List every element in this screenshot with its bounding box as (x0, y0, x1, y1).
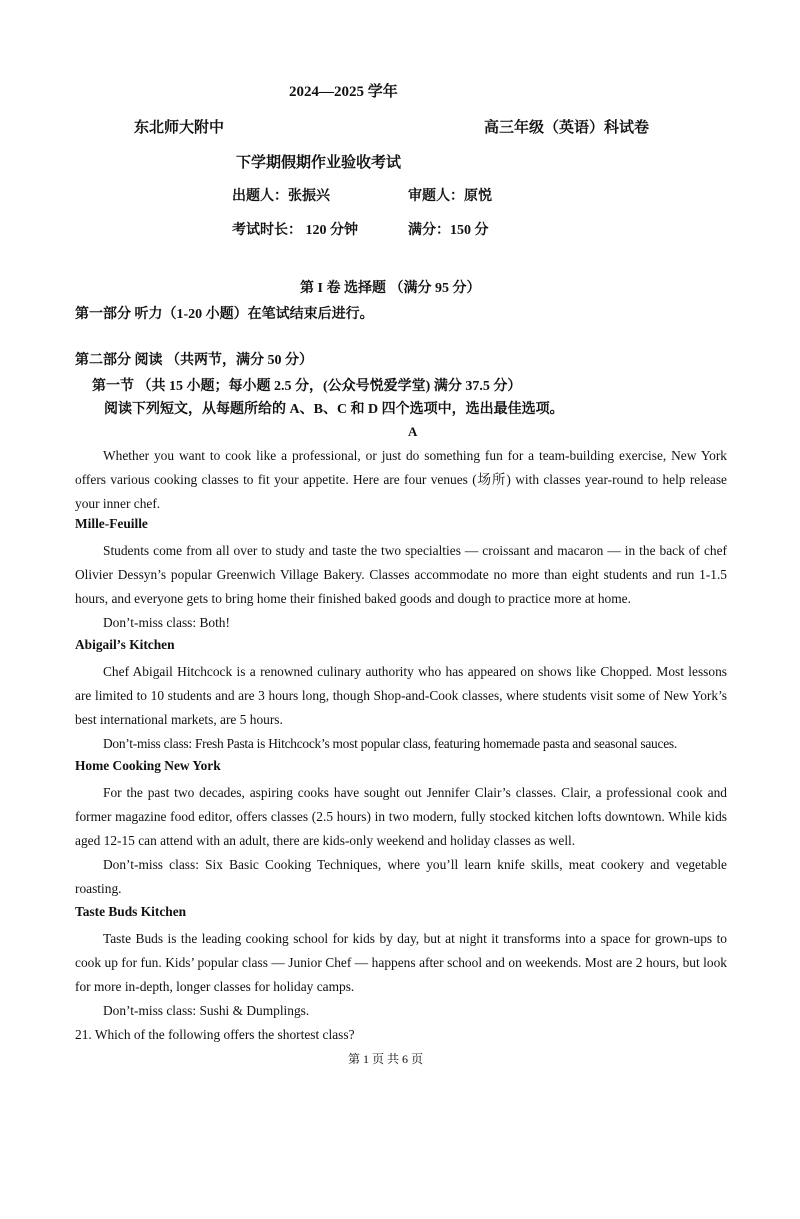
venue-dont-miss: Don’t-miss class: Six Basic Cooking Techniques, where you’ll learn knife skills, meat cookery and vegetable roasting. (75, 857, 727, 896)
venue-description: For the past two decades, aspiring cooks have sought out Jennifer Clair’s classes. Clair, a professional cook and former magazine food editor, offers classes (2.5 hours) in two modern, fully stocked kitchen lofts downtown. While kids aged 12-15 can attend with an adult, there are kids-only weekend and holiday classes as well. (75, 785, 727, 848)
exam-author: 出题人：张振兴 (232, 189, 330, 204)
part-one-listening: 第一部分 听力（1-20 小题）在笔试结束后进行。 (75, 307, 374, 322)
passage-label: A (408, 424, 418, 439)
reading-instruction: 阅读下列短文，从每题所给的 A、B、C 和 D 四个选项中，选出最佳选项。 (104, 402, 564, 417)
venue-dont-miss: Don’t-miss class: Both! (103, 615, 230, 630)
school-name: 东北师大附中 (134, 120, 225, 136)
passage-intro: Whether you want to cook like a professional, or just do something fun for a team-building exercise, New York offers various cooking classes to fit your appetite. Here are four venues (场所) with classes year-round to help release your inner chef. (75, 448, 727, 511)
venue-dont-miss: Don’t-miss class: Fresh Pasta is Hitchcock’s most popular class, featuring homemade pasta and seasonal sauces. (103, 736, 677, 751)
exam-reviewer: 审题人：原悦 (408, 189, 492, 204)
venue-description: Taste Buds is the leading cooking school for kids by day, but at night it transforms into a space for grown-ups to cook up for fun. Kids’ popular class — Junior Chef — happens after school and on weekends. Most are 2 hours, but look for more in-depth, longer classes for holiday camps. (75, 931, 727, 994)
venue-description: Students come from all over to study and taste the two specialties — croissant and macaron — in the back of chef Olivier Dessyn’s popular Greenwich Village Bakery. Classes accommodate no more than eight students and run 1-1.5 hours, and everyone gets to bring home their finished baked goods and dough to practice more at home. (75, 543, 727, 606)
venue-name: Abigail’s Kitchen (75, 637, 175, 652)
volume-title: 第 I 卷 选择题 （满分 95 分） (300, 281, 481, 296)
section-one-info: 第一节 （共 15 小题；每小题 2.5 分，(公众号悦爱学堂) 满分 37.5 分） (92, 379, 522, 394)
venue-name: Mille-Feuille (75, 516, 148, 531)
exam-full-score: 满分：150 分 (408, 223, 489, 238)
exam-title: 下学期假期作业验收考试 (236, 155, 402, 171)
venue-name: Home Cooking New York (75, 758, 221, 773)
page-footer: 第 1 页 共 6 页 (348, 1052, 424, 1066)
part-two-reading: 第二部分 阅读 （共两节，满分 50 分） (75, 353, 313, 368)
question-21: 21. Which of the following offers the shortest class? (75, 1027, 355, 1042)
venue-dont-miss: Don’t-miss class: Sushi & Dumplings. (103, 1003, 310, 1018)
exam-subject: 高三年级（英语）科试卷 (484, 120, 650, 136)
venue-name: Taste Buds Kitchen (75, 904, 187, 919)
school-year: 2024—2025 学年 (289, 84, 398, 100)
venue-description: Chef Abigail Hitchcock is a renowned culinary authority who has appeared on shows like Chopped. Most lessons are limited to 10 students and are 3 hours long, though Shop-and-Cook classes, where students visit some of New York’s best international markets, are 5 hours. (75, 664, 727, 727)
exam-duration: 考试时长： 120 分钟 (232, 223, 358, 238)
